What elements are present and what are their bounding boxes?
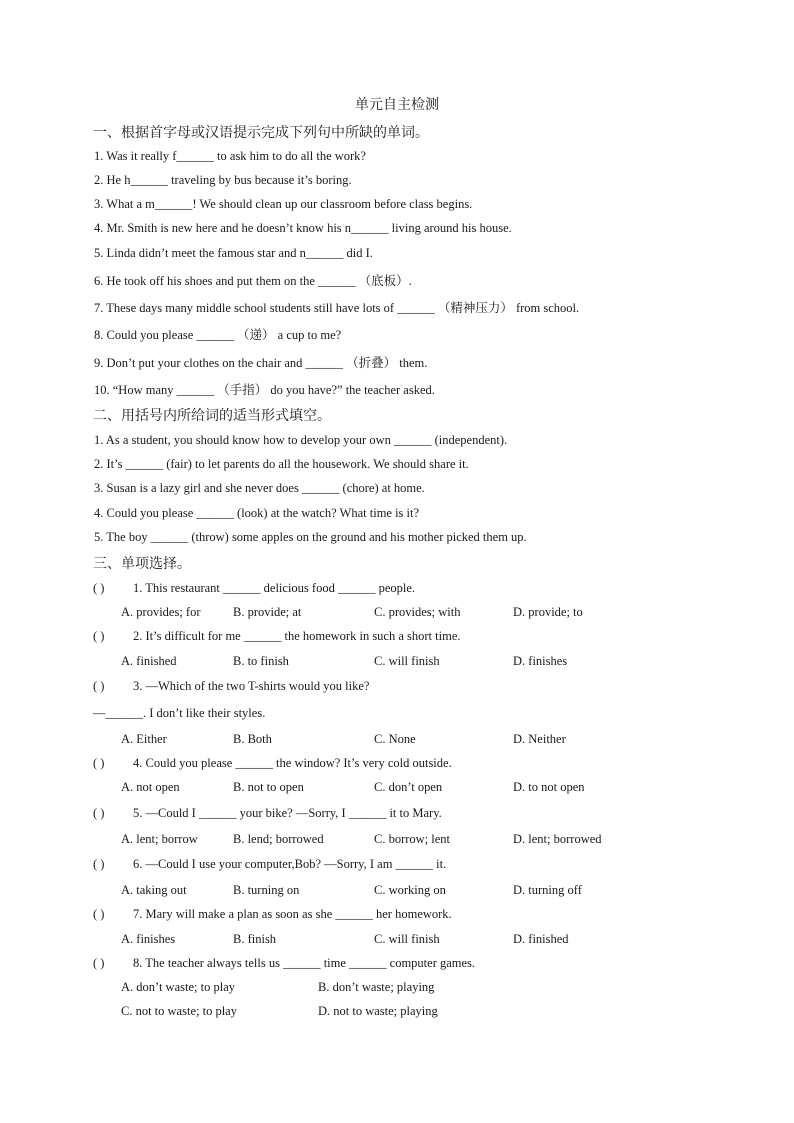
answer-paren: ( ) <box>93 679 105 693</box>
answer-paren: ( ) <box>93 629 105 643</box>
mc-question-1: 1. This restaurant ______ delicious food ______ people. <box>133 581 416 595</box>
mc-option-4-c: C. don’t open <box>374 780 443 794</box>
question-2-5: 5. The boy ______ (throw) some apples on the ground and his mother picked them up. <box>94 530 527 544</box>
mc-question-8: 8. The teacher always tells us ______ time ______ computer games. <box>133 956 476 970</box>
question-1-6: 6. He took off his shoes and put them on the ______ （底板）. <box>94 274 412 288</box>
mc-option-5-c: C. borrow; lent <box>374 832 451 846</box>
section-heading-1: 一、根据首字母或汉语提示完成下列句中所缺的单词。 <box>93 125 429 141</box>
mc-option-5-a: A. lent; borrow <box>121 832 198 846</box>
mc-option-7-b: B. finish <box>233 932 277 946</box>
question-1-8: 8. Could you please ______ （递） a cup to me? <box>94 328 342 342</box>
question-2-3: 3. Susan is a lazy girl and she never does ______ (chore) at home. <box>94 481 425 495</box>
mc-option-6-a: A. taking out <box>121 883 187 897</box>
question-1-2: 2. He h______ traveling by bus because it’s boring. <box>94 173 352 187</box>
section-heading-3: 三、单项选择。 <box>93 556 191 572</box>
mc-option-3-d: D. Neither <box>513 732 566 746</box>
mc-option-8-d: D. not to waste; playing <box>318 1004 438 1018</box>
mc-option-2-d: D. finishes <box>513 654 568 668</box>
mc-option-3-c: C. None <box>374 732 416 746</box>
question-2-2: 2. It’s ______ (fair) to let parents do all the housework. We should share it. <box>94 457 469 471</box>
mc-option-8-b: B. don’t waste; playing <box>318 980 435 994</box>
mc-option-2-b: B. to finish <box>233 654 289 668</box>
mc-option-2-c: C. will finish <box>374 654 440 668</box>
mc-question-2: 2. It’s difficult for me ______ the homework in such a short time. <box>133 629 461 643</box>
mc-option-2-a: A. finished <box>121 654 177 668</box>
question-1-3: 3. What a m______! We should clean up our classroom before class begins. <box>94 197 473 211</box>
mc-option-1-c: C. provides; with <box>374 605 461 619</box>
answer-paren: ( ) <box>93 956 105 970</box>
mc-option-1-d: D. provide; to <box>513 605 583 619</box>
answer-paren: ( ) <box>93 907 105 921</box>
question-1-10: 10. “How many ______ （手指） do you have?” the teacher asked. <box>94 383 435 397</box>
mc-option-1-a: A. provides; for <box>121 605 201 619</box>
question-1-1: 1. Was it really f______ to ask him to do all the work? <box>94 149 366 163</box>
question-2-4: 4. Could you please ______ (look) at the watch? What time is it? <box>94 506 420 520</box>
mc-question-3: 3. —Which of the two T-shirts would you like? <box>133 679 370 693</box>
mc-question-6: 6. —Could I use your computer,Bob? —Sorry, I am ______ it. <box>133 857 447 871</box>
answer-paren: ( ) <box>93 581 105 595</box>
mc-option-5-d: D. lent; borrowed <box>513 832 602 846</box>
mc-option-7-a: A. finishes <box>121 932 176 946</box>
question-1-7: 7. These days many middle school students still have lots of ______ （精神压力） from school. <box>94 301 580 315</box>
page-title: 单元自主检测 <box>355 97 439 113</box>
mc-question-5: 5. —Could I ______ your bike? —Sorry, I ______ it to Mary. <box>133 806 442 820</box>
question-1-4: 4. Mr. Smith is new here and he doesn’t know his n______ living around his house. <box>94 221 512 235</box>
question-1-9: 9. Don’t put your clothes on the chair and ______ （折叠） them. <box>94 356 428 370</box>
mc-option-8-a: A. don’t waste; to play <box>121 980 235 994</box>
mc-option-4-d: D. to not open <box>513 780 585 794</box>
mc-option-1-b: B. provide; at <box>233 605 302 619</box>
mc-question-4: 4. Could you please ______ the window? It’s very cold outside. <box>133 756 452 770</box>
answer-paren: ( ) <box>93 756 105 770</box>
mc-option-7-c: C. will finish <box>374 932 440 946</box>
question-1-5: 5. Linda didn’t meet the famous star and n______ did I. <box>94 246 373 260</box>
mc-option-6-b: B. turning on <box>233 883 300 897</box>
mc-option-3-a: A. Either <box>121 732 167 746</box>
section-heading-2: 二、用括号内所给词的适当形式填空。 <box>93 408 331 424</box>
question-2-1: 1. As a student, you should know how to develop your own ______ (independent). <box>94 433 508 447</box>
mc-option-4-b: B. not to open <box>233 780 304 794</box>
mc-question-7: 7. Mary will make a plan as soon as she ______ her homework. <box>133 907 452 921</box>
answer-paren: ( ) <box>93 806 105 820</box>
mc-option-6-c: C. working on <box>374 883 446 897</box>
mc-option-3-b: B. Both <box>233 732 272 746</box>
mc-option-5-b: B. lend; borrowed <box>233 832 324 846</box>
mc-option-7-d: D. finished <box>513 932 569 946</box>
mc-option-4-a: A. not open <box>121 780 180 794</box>
mc-question-3-reply: —______. I don’t like their styles. <box>93 706 266 720</box>
mc-option-8-c: C. not to waste; to play <box>121 1004 237 1018</box>
mc-option-6-d: D. turning off <box>513 883 582 897</box>
answer-paren: ( ) <box>93 857 105 871</box>
